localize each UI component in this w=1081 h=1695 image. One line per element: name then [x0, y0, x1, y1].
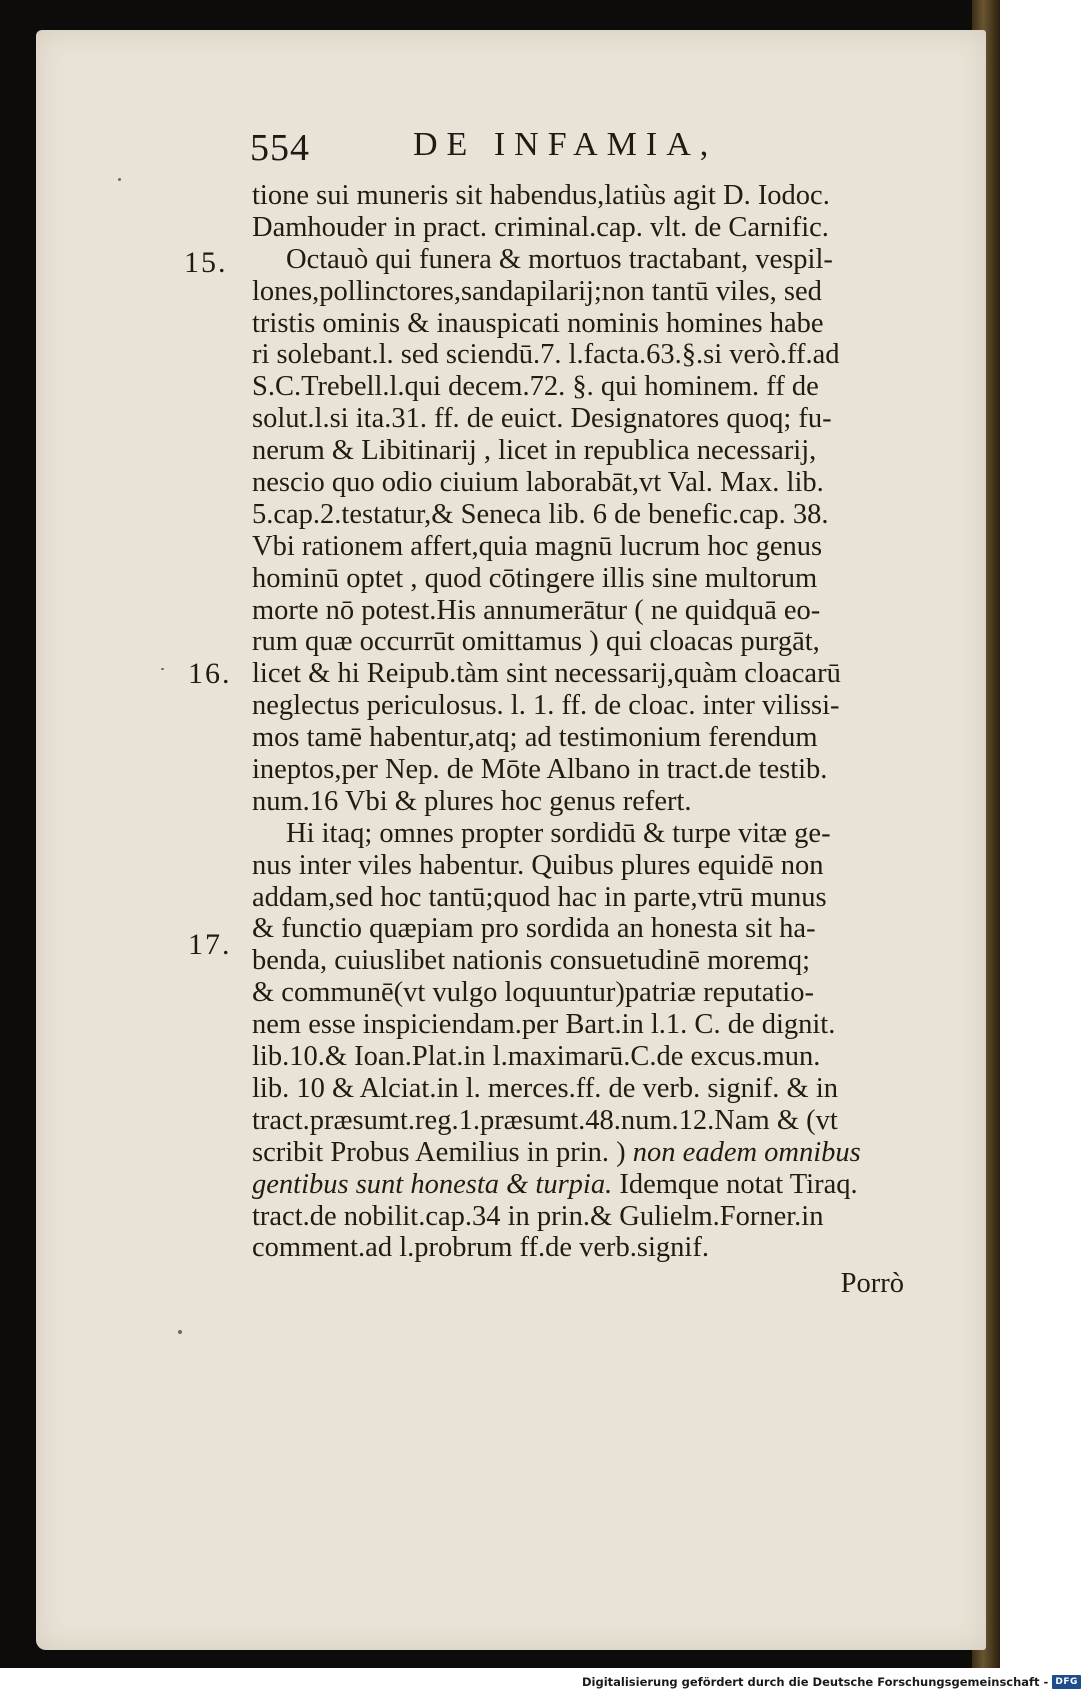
text-line: nem esse inspiciendam.per Bart.in l.1. C. de dignit.	[252, 1009, 836, 1041]
text-line: & communē(vt vulgo loquuntur)patriæ reputatio-	[252, 977, 814, 1009]
text-line: tract.præsumt.reg.1.præsumt.48.num.12.Nam & (vt	[252, 1104, 838, 1136]
text-segment: scribit Probus Aemilius in prin. )	[252, 1136, 626, 1168]
text-line: hominū optet , quod cōtingere illis sine multorum	[252, 562, 818, 594]
italic-quote: non eadem omnibus	[632, 1136, 861, 1168]
text-line: & functio quæpiam pro sordida an honesta sit ha-	[252, 913, 816, 945]
text-line: S.C.Trebell.l.qui decem.72. §. qui hominem. ff de	[252, 371, 819, 403]
text-line: num.16 Vbi & plures hoc genus refert.	[252, 785, 692, 817]
text-line: lib.10.& Ioan.Plat.in l.maximarū.C.de excus.mun.	[252, 1041, 821, 1073]
body-text	[252, 180, 952, 1300]
text-line: Vbi rationem affert,quia magnū lucrum hoc genus	[252, 530, 823, 562]
text-line: nus inter viles habentur. Quibus plures equidē non	[252, 849, 824, 881]
margin-number-17: 17.	[188, 928, 232, 961]
text-line: comment.ad l.probrum ff.de verb.signif.	[252, 1232, 709, 1264]
text-line: Octauò qui funera & mortuos tractabant, vespil-	[286, 243, 833, 275]
digitization-credit	[582, 1674, 1078, 1694]
text-line: solut.l.si ita.31. ff. de euict. Designatores quoq; fu-	[252, 403, 832, 435]
text-line	[252, 1137, 952, 1169]
paper-speck	[118, 178, 121, 181]
text-line: tristis ominis & inauspicati nominis homines habe	[252, 307, 824, 339]
text-line: Damhouder in pract. criminal.cap. vlt. de Carnific.	[252, 211, 829, 243]
text-line: licet & hi Reipub.tàm sint necessarij,quàm cloacarū	[252, 658, 841, 690]
text-line: tione sui muneris sit habendus,latiùs agit D. Iodoc.	[252, 180, 830, 211]
catchword: Porrò	[840, 1268, 904, 1300]
text-line: nescio quo odio ciuium laborabāt,vt Val. Max. lib.	[252, 467, 824, 499]
text-line: nerum & Libitinarij , licet in republica necessarij,	[252, 435, 817, 467]
text-line: 5.cap.2.testatur,& Seneca lib. 6 de benefic.cap. 38.	[252, 498, 829, 530]
text-line: addam,sed hoc tantū;quod hac in parte,vtrū munus	[252, 881, 827, 913]
text-line	[252, 1169, 952, 1201]
text-line: lib. 10 & Alciat.in l. merces.ff. de verb. signif. & in	[252, 1072, 838, 1104]
text-line: rum quæ occurrūt omittamus ) qui cloacas purgāt,	[252, 626, 820, 658]
text-line: neglectus periculosus. l. 1. ff. de cloac. inter vilissi-	[252, 690, 840, 722]
text-line: ineptos,per Nep. de Mōte Albano in tract.de testib.	[252, 754, 828, 786]
text-line: benda, cuiuslibet nationis consuetudinē moremq;	[252, 945, 811, 977]
text-line: mos tamē habentur,atq; ad testimonium ferendum	[252, 722, 818, 754]
text-line: tract.de nobilit.cap.34 in prin.& Gulielm.Forner.in	[252, 1200, 824, 1232]
running-head	[250, 126, 830, 176]
page-number: 554	[250, 127, 310, 169]
credit-text: Digitalisierung gefördert durch die Deutsche Forschungsgemeinschaft -	[582, 1674, 1049, 1689]
text-line: Hi itaq; omnes propter sordidū & turpe vitæ ge-	[286, 817, 831, 849]
dfg-logo-icon: DFG	[1052, 1675, 1081, 1689]
margin-number-16: 16.	[188, 657, 232, 690]
paper-speck	[161, 668, 164, 670]
text-line: ri solebant.l. sed sciendū.7. l.facta.63.§.si verò.ff.ad	[252, 339, 840, 371]
running-title: DE INFAMIA,	[413, 126, 718, 163]
paper-speck	[178, 1330, 182, 1334]
italic-quote: gentibus sunt honesta & turpia.	[252, 1168, 613, 1200]
margin-number-15: 15.	[184, 246, 228, 279]
text-line: lones,pollinctores,sandapilarij;non tantū viles, sed	[252, 275, 822, 307]
text-line: morte nō potest.His annumerātur ( ne quidquā eo-	[252, 594, 821, 626]
text-segment: Idemque notat Tiraq.	[612, 1168, 858, 1200]
